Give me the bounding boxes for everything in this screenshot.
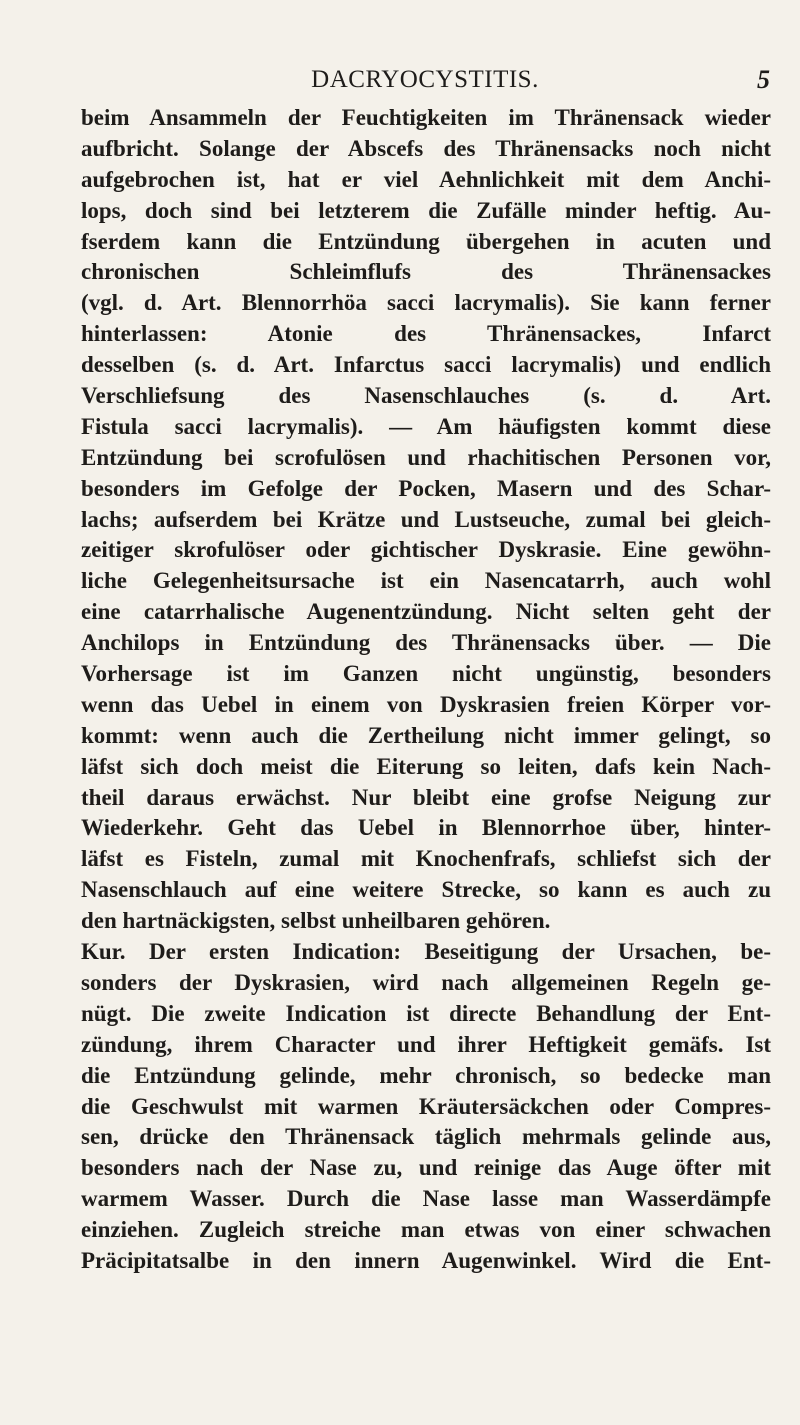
text-line: Vorhersage ist im Ganzen nicht ungünstig, besonders bbox=[81, 661, 771, 687]
text-line: die Entzündung gelinde, mehr chronisch, so bedecke man bbox=[81, 1062, 771, 1088]
page-number: 5 bbox=[757, 65, 770, 94]
text-line: Nasenschlauch auf eine weitere Strecke, so kann es auch zu bbox=[81, 877, 771, 903]
text-line: besonders nach der Nase zu, und reinige das Auge öfter mit bbox=[81, 1155, 771, 1181]
text-line: liche Gelegenheitsursache ist ein Nasencatarrh, auch wohl bbox=[81, 568, 771, 594]
text-line: Präcipitatsalbe in den innern Augenwinkel. Wird die Ent- bbox=[81, 1247, 771, 1273]
text-line: die Geschwulst mit warmen Kräutersäckchen oder Compres- bbox=[81, 1093, 771, 1119]
text-line: theil daraus erwächst. Nur bleibt eine grofse Neigung zur bbox=[81, 784, 771, 810]
text-line: lachs; aufserdem bei Krätze und Lustseuche, zumal bei gleich- bbox=[81, 506, 771, 532]
text-line: wenn das Uebel in einem von Dyskrasien freien Körper vor- bbox=[81, 691, 771, 717]
text-line: (vgl. d. Art. Blennorrhöa sacci lacrymalis). Sie kann ferner bbox=[81, 290, 771, 316]
text-line: zündung, ihrem Character und ihrer Heftigkeit gemäfs. Ist bbox=[81, 1031, 771, 1057]
text-line: fserdem kann die Entzündung übergehen in acuten und bbox=[81, 228, 771, 254]
text-line: sonders der Dyskrasien, wird nach allgemeinen Regeln ge- bbox=[81, 969, 771, 995]
text-line: den hartnäckigsten, selbst unheilbaren gehören. bbox=[81, 908, 551, 934]
text-line: zeitiger skrofulöser oder gichtischer Dyskrasie. Eine gewöhn- bbox=[81, 537, 771, 563]
text-line: Fistula sacci lacrymalis). — Am häufigsten kommt diese bbox=[81, 413, 771, 439]
text-line: nügt. Die zweite Indication ist directe Behandlung der Ent- bbox=[81, 1000, 771, 1026]
text-line: Entzündung bei scrofulösen und rhachitischen Personen vor, bbox=[81, 444, 771, 470]
text-line: eine catarrhalische Augenentzündung. Nicht selten geht der bbox=[81, 599, 771, 625]
text-line: sen, drücke den Thränensack täglich mehrmals gelinde aus, bbox=[81, 1124, 771, 1150]
text-line: einziehen. Zugleich streiche man etwas von einer schwachen bbox=[81, 1217, 771, 1243]
text-line: Anchilops in Entzündung des Thränensacks über. — Die bbox=[81, 630, 771, 656]
text-line: läfst es Fisteln, zumal mit Knochenfrafs, schliefst sich der bbox=[81, 846, 771, 872]
body-text bbox=[81, 103, 771, 1277]
text-line: aufbricht. Solange der Abscefs des Thränensacks noch nicht bbox=[81, 135, 771, 161]
text-line: aufgebrochen ist, hat er viel Aehnlichkeit mit dem Anchi- bbox=[81, 166, 771, 192]
text-line: kommt: wenn auch die Zertheilung nicht immer gelingt, so bbox=[81, 722, 771, 748]
text-line: warmem Wasser. Durch die Nase lasse man Wasserdämpfe bbox=[81, 1186, 771, 1212]
text-line: Verschliefsung des Nasenschlauches (s. d. Art. bbox=[81, 383, 771, 409]
running-title: DACRYOCYSTITIS. bbox=[311, 66, 539, 93]
text-line: chronischen Schleimflufs des Thränensackes bbox=[81, 259, 771, 285]
text-line: Kur. Der ersten Indication: Beseitigung der Ursachen, be- bbox=[81, 939, 771, 965]
text-line: besonders im Gefolge der Pocken, Masern und des Schar- bbox=[81, 475, 771, 501]
text-line: desselben (s. d. Art. Infarctus sacci lacrymalis) und endlich bbox=[81, 352, 771, 378]
running-head bbox=[80, 62, 770, 98]
text-line: beim Ansammeln der Feuchtigkeiten im Thränensack wieder bbox=[81, 105, 771, 130]
text-line: läfst sich doch meist die Eiterung so leiten, dafs kein Nach- bbox=[81, 753, 771, 779]
text-line: lops, doch sind bei letzterem die Zufälle minder heftig. Au- bbox=[81, 197, 771, 223]
text-line: hinterlassen: Atonie des Thränensackes, Infarct bbox=[81, 321, 771, 347]
text-line: Wiederkehr. Geht das Uebel in Blennorrhoe über, hinter- bbox=[81, 815, 771, 841]
